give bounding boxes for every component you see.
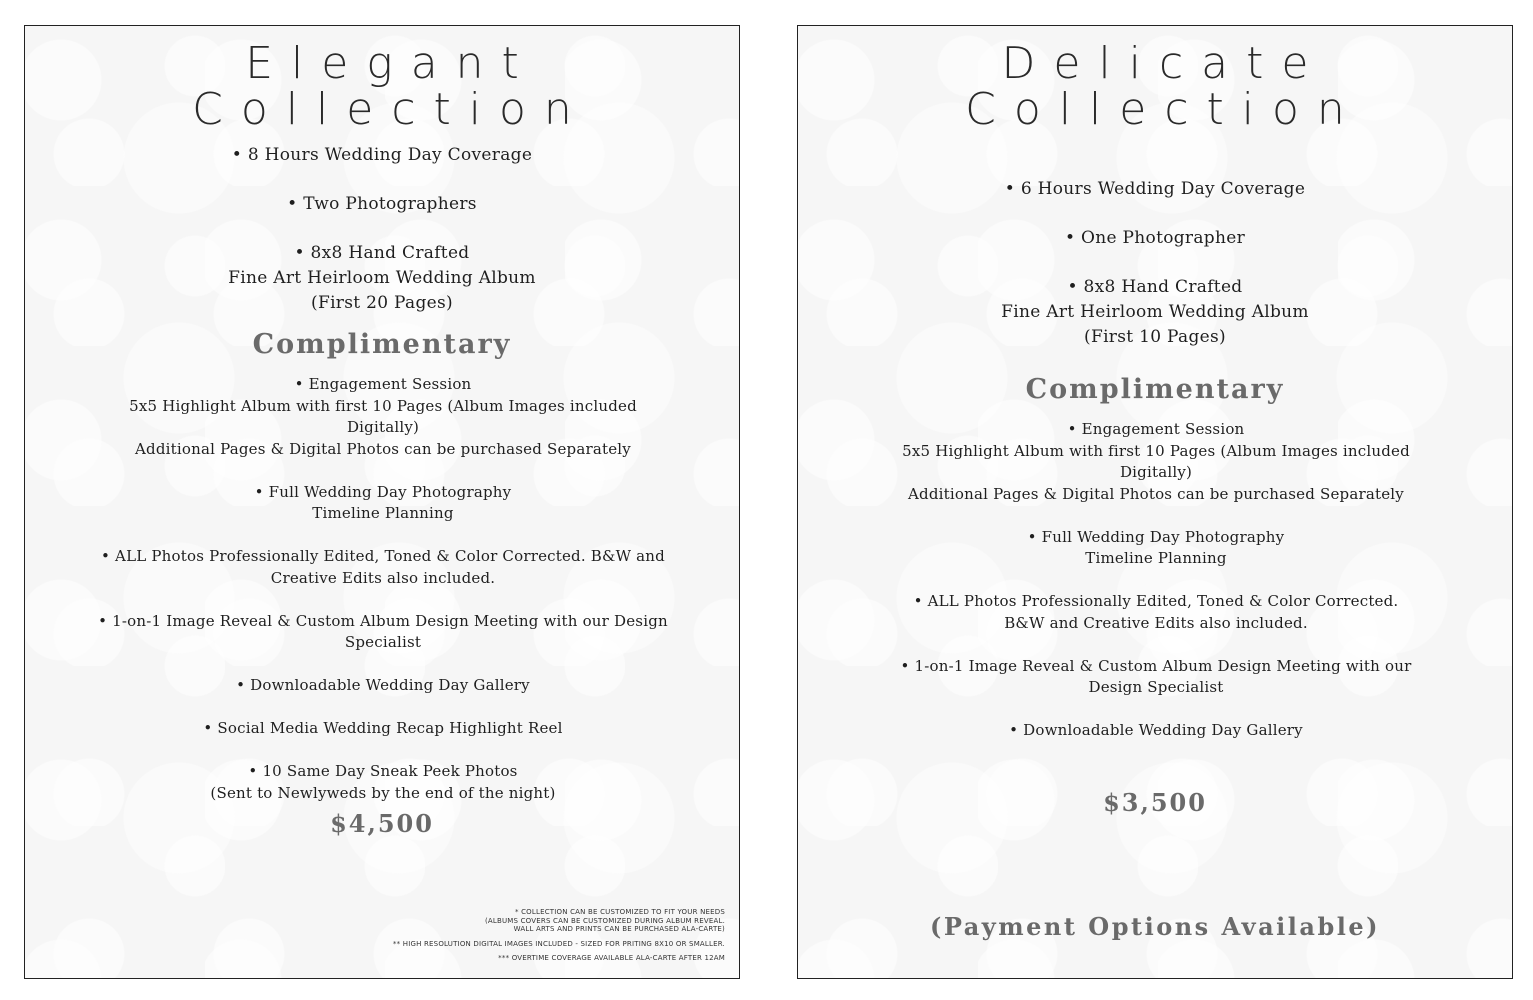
complimentary-item: • 1-on-1 Image Reveal & Custom Album Design Meeting with our Design Specialist [900, 656, 1412, 696]
collection-title [798, 38, 1512, 135]
complimentary-item: • Downloadable Wedding Day Gallery [1009, 721, 1303, 739]
complimentary-heading: Complimentary [1025, 374, 1285, 405]
feature-item: • One Photographer [1064, 228, 1246, 248]
footnotes [305, 908, 725, 969]
feature-item: • 8 Hours Wedding Day Coverage [231, 145, 533, 165]
complimentary-list [95, 374, 671, 804]
complimentary-item: • Social Media Wedding Recap Highlight Reel [203, 719, 563, 737]
complimentary-item: • 1-on-1 Image Reveal & Custom Album Design Meeting with our Design Specialist [98, 611, 668, 651]
feature-list [25, 143, 739, 316]
title-line-2: Collection [965, 84, 1363, 135]
complimentary-list [884, 419, 1428, 742]
collection-title [25, 38, 739, 135]
feature-item: • 6 Hours Wedding Day Coverage [1004, 179, 1306, 199]
complimentary-item: • ALL Photos Professionally Edited, Toned & Color Corrected. B&W and Creative Edits also included. [913, 592, 1399, 632]
complimentary-item: • Full Wedding Day Photography Timeline Planning [254, 482, 512, 522]
feature-item: • 8x8 Hand Crafted Fine Art Heirloom Wedding Album (First 10 Pages) [1001, 277, 1309, 347]
payment-options-note: (Payment Options Available) [930, 912, 1380, 941]
footnote: *** OVERTIME COVERAGE AVAILABLE ALA-CARTE AFTER 12AM [498, 954, 725, 962]
complimentary-item: • Engagement Session 5x5 Highlight Album with first 10 Pages (Album Images included Digitally) Additional Pages & Digital Photos can be purchased Separately [902, 420, 1410, 503]
complimentary-item: • ALL Photos Professionally Edited, Toned & Color Corrected. B&W and Creative Edits also included. [101, 547, 665, 587]
complimentary-item: • Full Wedding Day Photography Timeline Planning [1027, 527, 1285, 567]
delicate-collection-card [797, 25, 1513, 979]
collection-price: $3,500 [1103, 788, 1207, 817]
footnote: ** HIGH RESOLUTION DIGITAL IMAGES INCLUDED - SIZED FOR PRITING 8X10 OR SMALLER. [392, 939, 725, 948]
complimentary-heading: Complimentary [252, 329, 512, 360]
complimentary-item: • Downloadable Wedding Day Gallery [236, 676, 530, 694]
title-line-2: Collection [192, 84, 590, 135]
title-line-1: Elegant [245, 38, 537, 89]
complimentary-item: • 10 Same Day Sneak Peek Photos (Sent to Newlyweds by the end of the night) [210, 762, 556, 802]
feature-item: • Two Photographers [287, 194, 477, 214]
feature-list [798, 177, 1512, 350]
collection-price: $4,500 [330, 809, 434, 838]
complimentary-item: • Engagement Session 5x5 Highlight Album with first 10 Pages (Album Images included Digitally) Additional Pages & Digital Photos can be purchased Separately [129, 375, 637, 458]
footnote: * COLLECTION CAN BE CUSTOMIZED TO FIT YOUR NEEDS (ALBUMS COVERS CAN BE CUSTOMIZED DURING ALBUM REVEAL. WALL ARTS AND PRINTS CAN BE PURCHASED ALA-CARTE) [484, 908, 725, 933]
title-line-1: Delicate [1001, 38, 1327, 89]
feature-item: • 8x8 Hand Crafted Fine Art Heirloom Wedding Album (First 20 Pages) [228, 243, 536, 313]
elegant-collection-card [24, 25, 740, 979]
